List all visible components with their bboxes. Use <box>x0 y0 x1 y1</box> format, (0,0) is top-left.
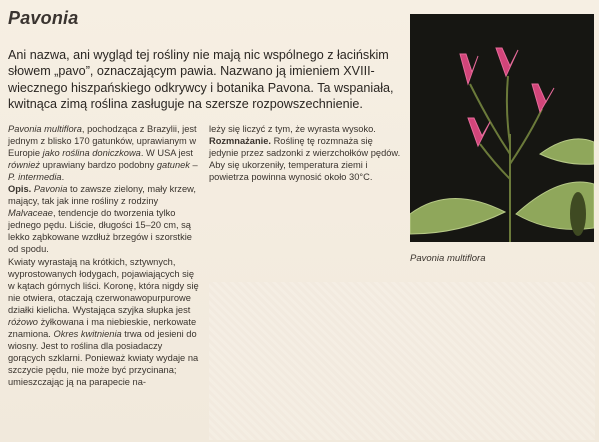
text-span: – <box>189 160 198 171</box>
pavonia-illustration <box>410 14 594 242</box>
paragraph-origin <box>8 123 200 183</box>
paragraph-propagation <box>209 135 403 183</box>
photo-caption: Pavonia multiflora <box>410 253 486 264</box>
paragraph-description <box>8 183 200 255</box>
paragraph-flowers <box>8 256 200 389</box>
text-column-left <box>8 123 200 388</box>
intro-paragraph <box>8 47 402 113</box>
text-span: trwa od jesieni do wiosny. Jest to roślina dla posiadaczy gorących szklarni. Ponieważ kwiaty wydaje na szczycie pędu, nie może być przycinana; umieszczając ją na parapecie na- <box>8 328 199 387</box>
text-span: to zawsze zielony, mały krzew, mający, tak jak inne rośliny z rodziny <box>8 184 196 207</box>
text-span-italic: Pavonia <box>31 184 68 195</box>
page-title: Pavonia <box>8 8 79 28</box>
species-name: Pavonia multiflora <box>8 124 82 134</box>
text-column-right <box>209 123 403 183</box>
text-span-italic: Malvaceae <box>8 208 53 219</box>
blank-area <box>209 282 595 440</box>
text-span-italic: jako roślina doniczkowa <box>42 148 141 159</box>
text-span: , tendencje do tworzenia tylko jednego pędu. Liście, długości 15–20 cm, są lekko ząbkowane wzdłuż brzegów i szorstkie od spodu. <box>8 208 192 255</box>
section-label-opis: Opis. <box>8 184 32 195</box>
text-span: Kwiaty wyrastają na krótkich, sztywnych, wyprostowanych łodygach, pojawiających się w kątach górnych liści. Koronę, która nigdy się nie otwiera, otaczają czerwonawopurpurowe działki kielicha. Wystająca szyjka słupka jest <box>8 256 199 315</box>
plant-photo <box>410 14 594 242</box>
paragraph-continuation: leży się liczyć z tym, że wyrasta wysoko. <box>209 124 376 134</box>
text-span-italic: gatunek <box>156 160 190 171</box>
text-span-italic: różowo <box>8 316 38 327</box>
section-label-rozmnazanie: Rozmnażanie. <box>209 136 271 147</box>
text-span: . W USA jest <box>140 148 194 159</box>
text-span: uprawiany bardzo podobny <box>40 160 157 171</box>
text-span-italic: P. intermedia <box>8 172 62 183</box>
text-span: żyłkowana i ma niebieskie, nerkowate znamiona. <box>8 316 197 339</box>
text-span: , pochodząca z Brazylii, jest jednym z blisko 170 gatunków, uprawianym w Europie <box>8 124 197 159</box>
text-span-italic: Okres kwitnienia <box>53 328 122 339</box>
text-span-italic: również <box>8 160 41 171</box>
intro-text: Ani nazwa, ani wygląd tej rośliny nie mają nic wspólnego z łacińskim słowem „pavo”, oznaczającym pawia. Nazwano ją imieniem XVIII-wiecznego hiszpańskiego odkrywcy i botanika Pavona. Ta wspaniała, kwitnąca zimą roślina zasługuje na szersze rozpowszechnienie. <box>8 48 394 112</box>
text-span: . <box>61 172 65 183</box>
text-span: Roślinę tę rozmnaża się jedynie przez sadzonki z wierzchołków pędów. Aby się ukorzeniły, temperatura ziemi i powietrza powinna wynosić około 30°C. <box>209 136 401 183</box>
